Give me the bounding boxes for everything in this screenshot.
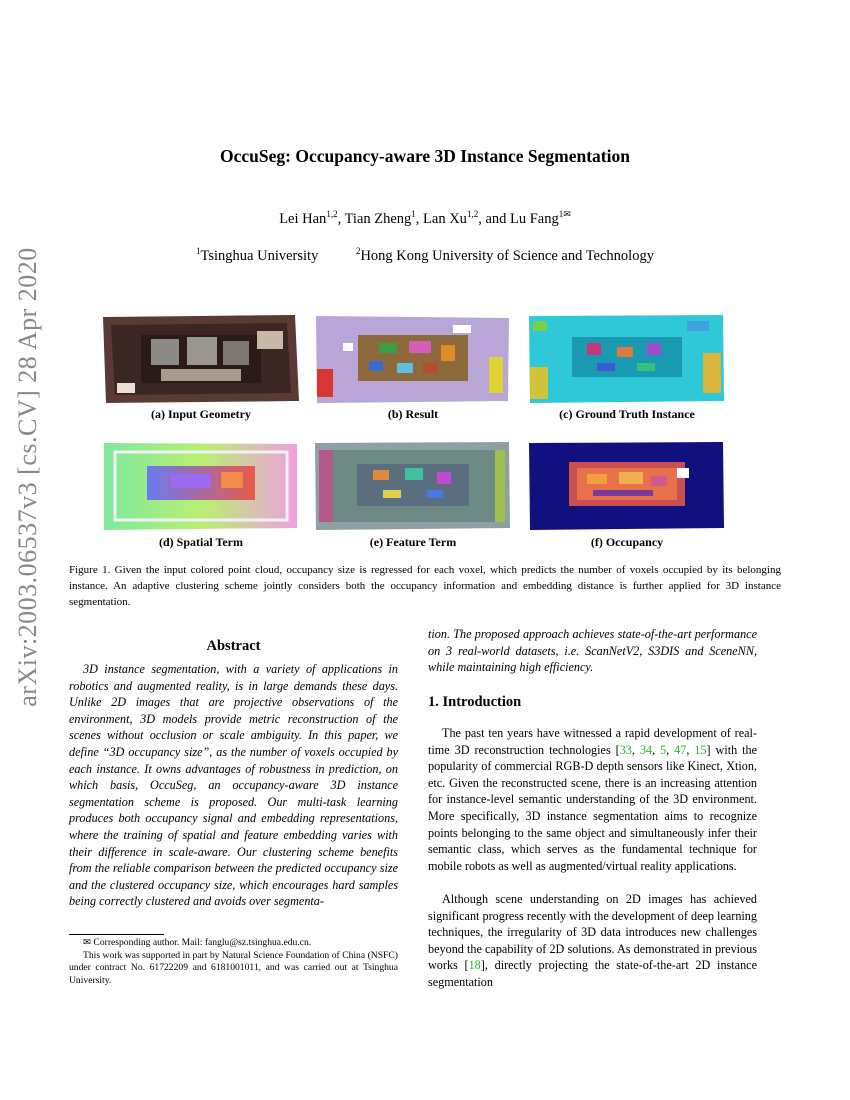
panel-label-f: (f) Occupancy bbox=[590, 535, 664, 549]
affiliation-sup: 2 bbox=[355, 246, 361, 257]
citation-link[interactable]: 18 bbox=[468, 958, 481, 973]
panel-label-a: (a) Input Geometry bbox=[151, 407, 251, 421]
figure-panel-occupancy bbox=[527, 440, 727, 532]
footnote-rule bbox=[69, 934, 164, 935]
abstract-heading: Abstract bbox=[206, 638, 261, 654]
citation-link[interactable]: 33 bbox=[619, 742, 632, 757]
author-sep: , and bbox=[478, 211, 510, 227]
abstract-text: 3D instance segmentation, with a variety of applications in robotics and augmented reality, is in large demands these days. Unlike 2D images that are projective observations of the environment, 3D models provide metric reconstruction of the scenes without occlusion or scale ambiguity. In this paper, we define “3D occupancy size”, as the number of voxels occupied by each instance. It owns advantages of robustness in prediction, on which basis, OccuSeg, an occupancy-aware 3D instance segmentation scheme is proposed. Our multi-task learning produces both occupancy signal and embedding representations, where the training of spatial and feature embedding varies with their difference in scale-aware. Our clustering scheme benefits from the reliable comparison between the predicted occupancy size and the clustered occupancy size, which encourages hard samples being correctly clustered and avoids over segmenta- bbox=[69, 662, 398, 909]
affiliation-name: Hong Kong University of Science and Technology bbox=[360, 248, 654, 264]
abstract-continued: tion. The proposed approach achieves state-of-the-art performance on 3 real-world datasets, i.e. ScanNetV2, S3DIS and SceneNN, while maintaining high efficiency. bbox=[428, 627, 757, 675]
introduction-heading: 1. Introduction bbox=[428, 694, 522, 710]
footnotes bbox=[69, 937, 398, 987]
footnote-corresponding: ✉ Corresponding author. Mail: fanglu@sz.tsinghua.edu.cn. bbox=[83, 937, 312, 948]
citation-link[interactable]: 47 bbox=[674, 742, 687, 757]
figure-panel-ground-truth-instance bbox=[527, 313, 727, 405]
author-name: Tian Zheng bbox=[344, 211, 412, 227]
affiliation-sup: 1 bbox=[196, 246, 201, 257]
citation-link[interactable]: 15 bbox=[694, 742, 707, 757]
arxiv-stamp-text: arXiv:2003.06537v3 [cs.CV] 28 Apr 2020 bbox=[13, 247, 42, 707]
panel-label-c: (c) Ground Truth Instance bbox=[559, 407, 695, 421]
footnote-support: This work was supported in part by Natural Science Foundation of China (NSFC) under contract No. 61722209 and 6181001011, and was carried out at Tsinghua University. bbox=[69, 949, 398, 986]
author-name: Lei Han bbox=[279, 211, 327, 227]
author-sep: , bbox=[337, 211, 345, 227]
intro-text: The past ten years have witnessed a rapid development of real-time 3D reconstruction technologies [ bbox=[428, 726, 757, 757]
author-sup: 1✉ bbox=[558, 209, 571, 220]
figure-caption: Figure 1. Given the input colored point cloud, occupancy size is regressed for each voxel, which predicts the number of voxels occupied by its belonging instance. An adaptive clustering scheme jointly considers both the occupancy information and embedding distance is further applied for 3D instance segmentation. bbox=[69, 564, 781, 608]
figure-panel-spatial-term bbox=[101, 440, 301, 532]
arxiv-stamp bbox=[8, 247, 48, 707]
affiliation-1 bbox=[196, 248, 318, 265]
author-sup: 1,2 bbox=[326, 209, 338, 220]
affiliation-2 bbox=[356, 248, 654, 265]
figure-panel-input-geometry bbox=[101, 313, 301, 405]
author-name: Lu Fang bbox=[510, 211, 559, 227]
author-list bbox=[0, 211, 850, 228]
affiliation-name: Tsinghua University bbox=[200, 248, 319, 264]
panel-label-e: (e) Feature Term bbox=[369, 535, 457, 549]
citation-link[interactable]: 5 bbox=[660, 742, 667, 757]
intro-text: ], directly projecting the state-of-the-art 2D instance segmentation bbox=[428, 958, 757, 989]
affiliations bbox=[0, 248, 850, 265]
panel-label-b: (b) Result bbox=[387, 407, 439, 421]
author-sup: 1 bbox=[411, 209, 416, 220]
intro-text: Although scene understanding on 2D images has achieved significant progress recently with the development of deep learning techniques, the irregularity of 3D data introduces new challenges beyond the capability of 2D solutions. As demonstrated in previous works [ bbox=[428, 892, 757, 973]
intro-paragraph-1: The past ten years have witnessed a rapid development of real-time 3D reconstruction technologies [33, 34, 5, 47, 15] with the popularity of commercial RGB-D depth sensors like Kinect, Xtion, etc. Given the reconstructed scene, there is an increasing attention for instance-level semantic understanding of the 3D environment. More specifically, 3D instance segmentation aims to recognize points belonging to the same object and simultaneously infer their semantic class, which serves as the fundamental technique for mobile robots as well as augmented/virtual reality applications. bbox=[428, 726, 758, 873]
intro-paragraph-2 bbox=[428, 891, 757, 991]
citation-link[interactable]: 34 bbox=[639, 742, 653, 757]
figure-panel-feature-term bbox=[313, 440, 513, 532]
panel-label-d: (d) Spatial Term bbox=[158, 535, 243, 549]
intro-text: ] with the popularity of commercial RGB-D depth sensors like Kinect, Xtion, etc. Given the reconstructed scene, there is an increasing attention for instance-level semantic understanding of the 3D environment. More specifically, 3D instance segmentation aims to recognize points belonging to the same object and simultaneously infer their semantic class, which serves as the fundamental technique for mobile robots as well as augmented/virtual reality applications. bbox=[428, 742, 758, 873]
author-sep: , bbox=[415, 211, 424, 227]
author-sup: 1,2 bbox=[466, 209, 479, 220]
paper-title: OccuSeg: Occupancy-aware 3D Instance Segmentation bbox=[220, 146, 630, 166]
figure-panel-result bbox=[313, 313, 513, 405]
author-name: Lan Xu bbox=[423, 211, 467, 227]
